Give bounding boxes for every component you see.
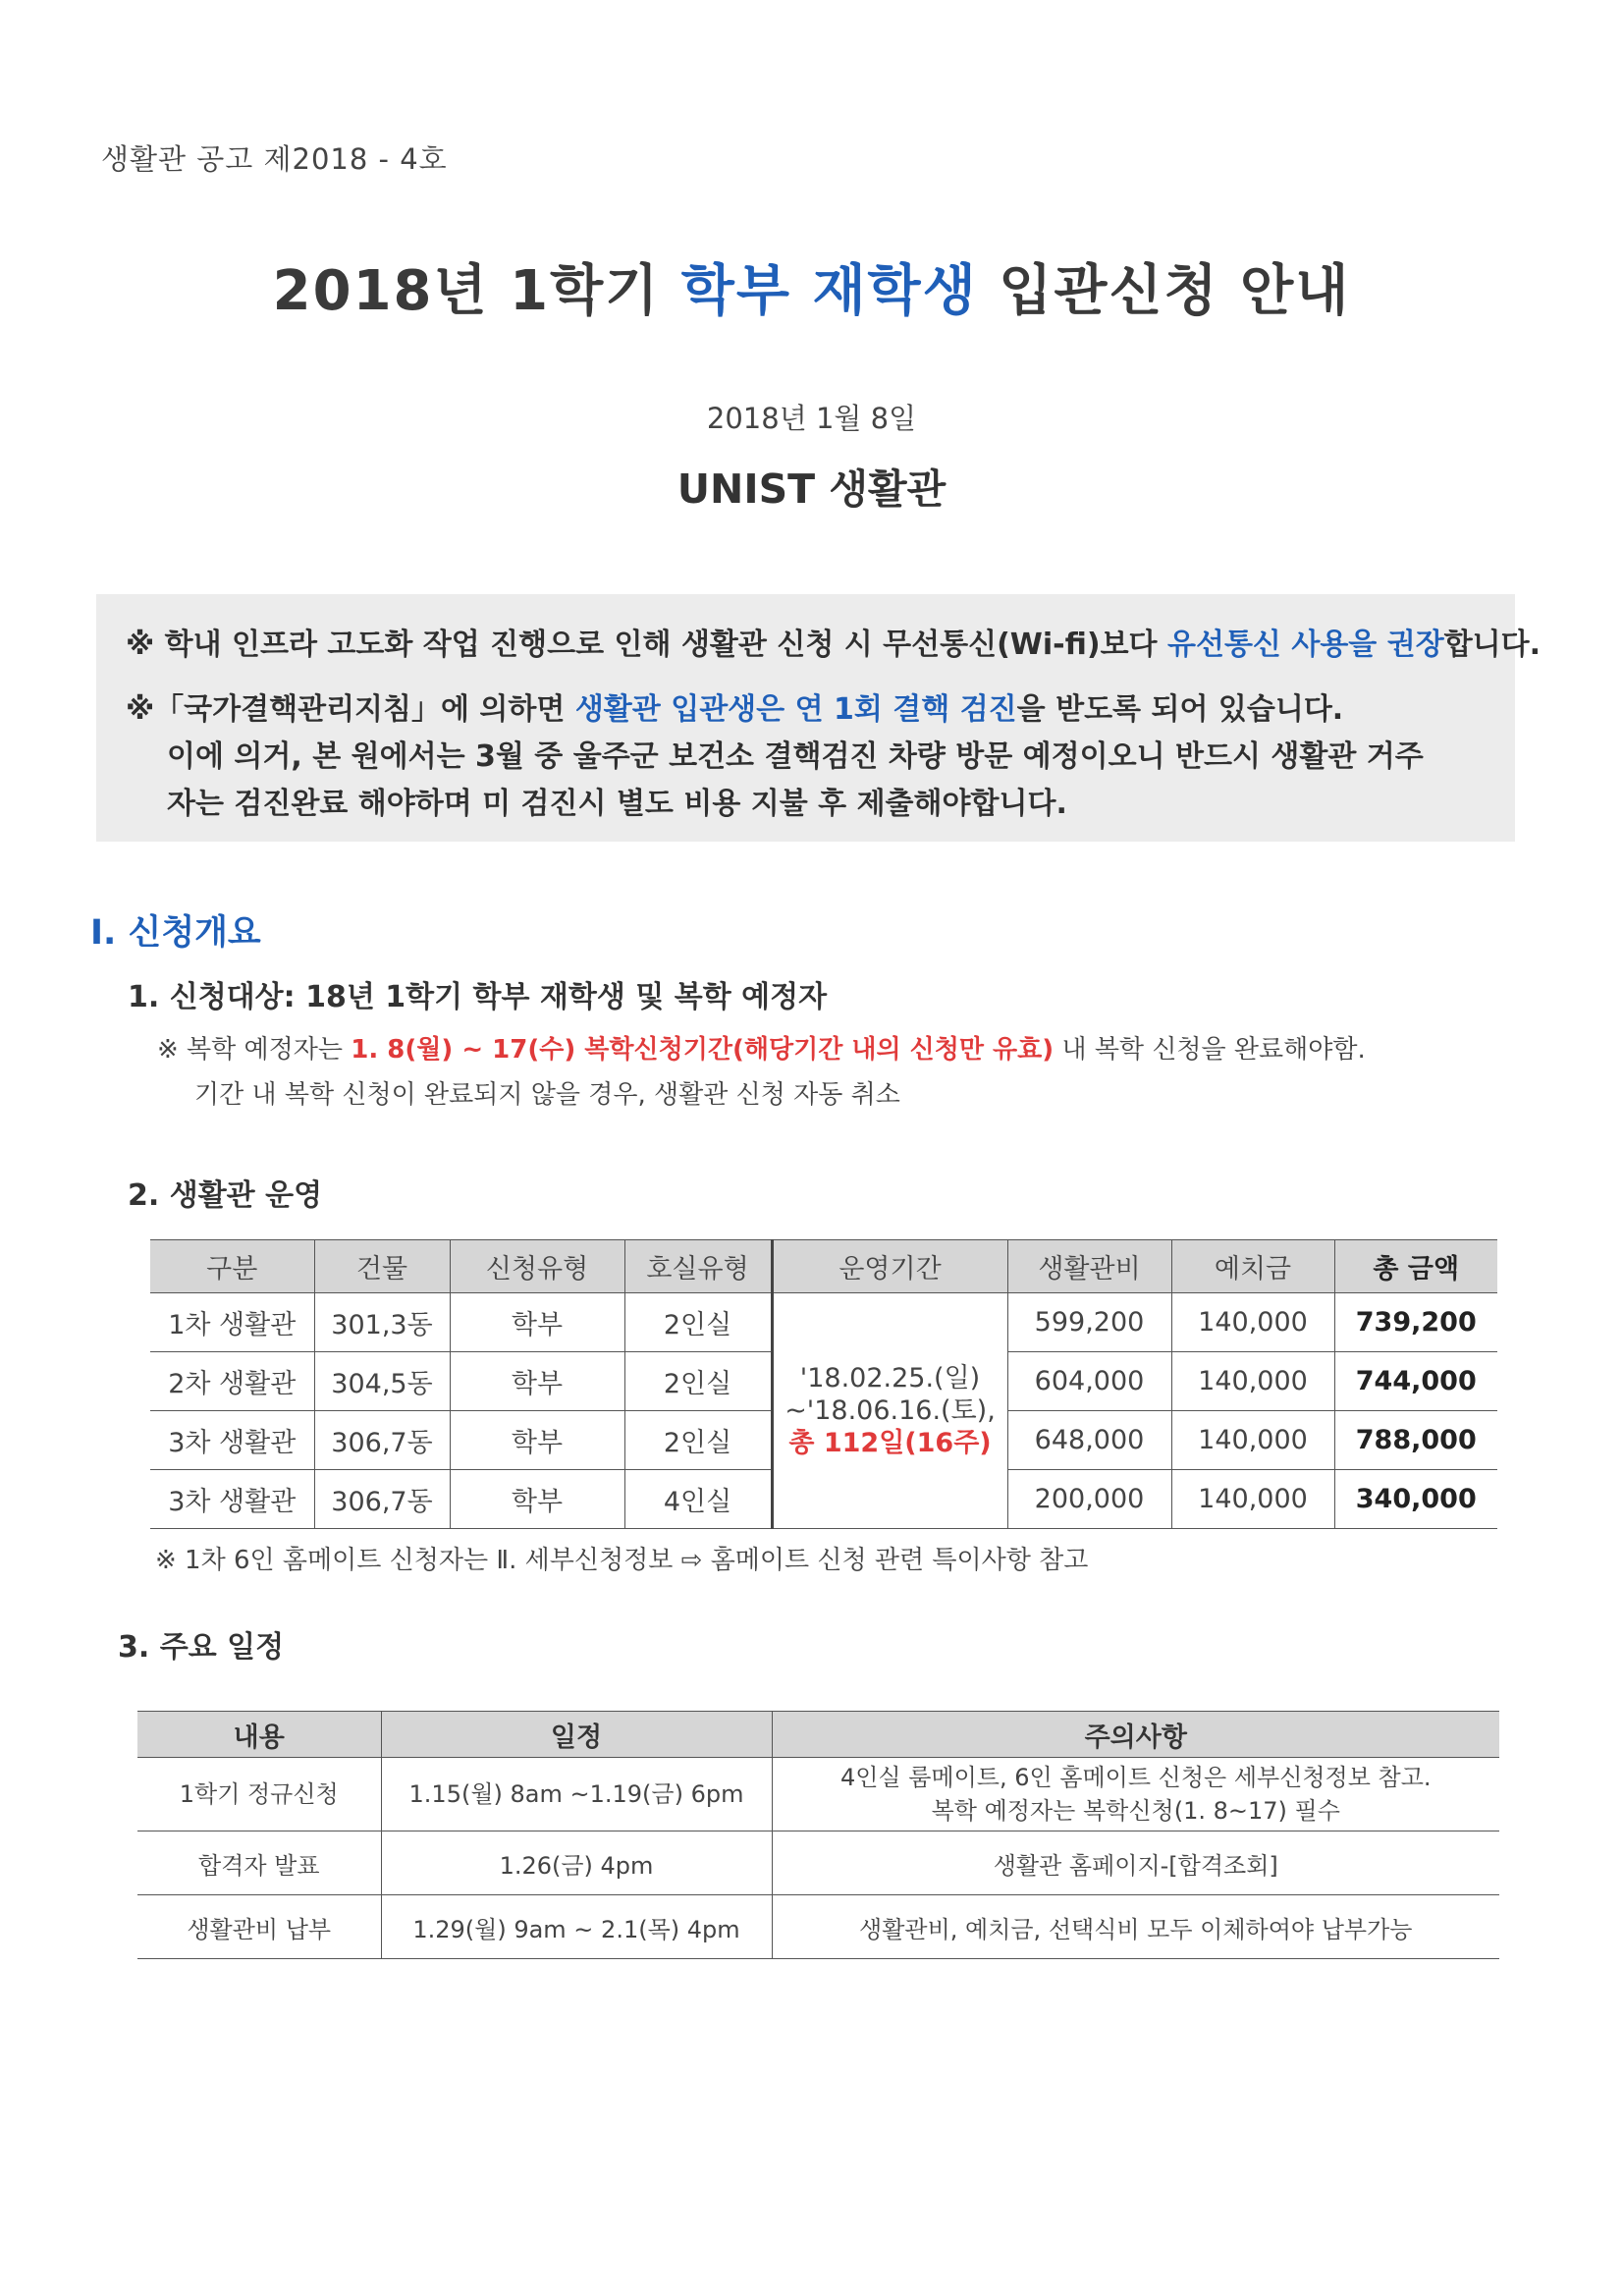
cell-apply: 학부 <box>450 1293 624 1352</box>
section-title: Ⅰ. 신청개요 <box>90 913 261 953</box>
cell-fee: 200,000 <box>1007 1470 1171 1529</box>
issue-date: 2018년 1월 8일 <box>706 402 917 435</box>
notice-line-2-highlight: 생활관 입관생은 연 1회 결핵 검진 <box>574 692 1017 727</box>
target-note-highlight: 1. 8(월) ~ 17(수) 복학신청기간(해당기간 내의 신청만 유효) <box>351 1035 1055 1065</box>
cell-total: 788,000 <box>1334 1411 1497 1470</box>
header-note: 주의사항 <box>772 1712 1499 1758</box>
cell-period <box>772 1293 1007 1529</box>
notice-line-4: 자는 검진완료 해야하며 미 검진시 별도 비용 지불 후 제출해야합니다. <box>167 787 1067 821</box>
header-period: 운영기간 <box>772 1240 1007 1293</box>
cell-type: 3차 생활관 <box>150 1411 314 1470</box>
header-total: 총 금액 <box>1334 1240 1497 1293</box>
cell-total: 744,000 <box>1334 1352 1497 1411</box>
cell-room: 4인실 <box>624 1470 772 1529</box>
cell-note: 생활관비, 예치금, 선택식비 모두 이체하여야 납부가능 <box>772 1895 1499 1959</box>
cell-total: 340,000 <box>1334 1470 1497 1529</box>
cell-total: 739,200 <box>1334 1293 1497 1352</box>
cell-deposit: 140,000 <box>1171 1411 1334 1470</box>
header-building: 건물 <box>314 1240 450 1293</box>
organization: UNIST 생활관 <box>676 465 947 513</box>
cell-deposit: 140,000 <box>1171 1352 1334 1411</box>
notice-line-1-highlight: 유선통신 사용을 권장 <box>1166 628 1444 662</box>
table-row <box>137 1831 1499 1895</box>
notice-number: 생활관 공고 제2018 - 4호 <box>101 142 448 176</box>
cell-apply: 학부 <box>450 1411 624 1470</box>
header-fee: 생활관비 <box>1007 1240 1171 1293</box>
operation-table-header <box>150 1240 1497 1293</box>
period-line-2: ~'18.06.16.(토), <box>784 1395 996 1426</box>
notice-line-1 <box>126 620 1541 663</box>
target-note-2: 기간 내 복학 신청이 완료되지 않을 경우, 생활관 신청 자동 취소 <box>194 1080 900 1110</box>
subsection-target: 1. 신청대상: 18년 1학기 학부 재학생 및 복학 예정자 <box>128 980 828 1014</box>
header-item: 내용 <box>137 1712 381 1758</box>
title-part1: 2018년 1학기 <box>272 259 661 323</box>
cell-type: 2차 생활관 <box>150 1352 314 1411</box>
note-line-1: 4인실 룸메이트, 6인 홈메이트 신청은 세부신청정보 참고. <box>839 1764 1432 1791</box>
cell-type: 3차 생활관 <box>150 1470 314 1529</box>
notice-line-2-end: 을 받도록 되어 있습니다. <box>1016 692 1344 727</box>
cell-deposit: 140,000 <box>1171 1470 1334 1529</box>
notice-line-1-end: 합니다. <box>1443 628 1542 662</box>
note-line-2: 복학 예정자는 복학신청(1. 8~17) 필수 <box>931 1797 1340 1825</box>
cell-fee: 648,000 <box>1007 1411 1171 1470</box>
cell-apply: 학부 <box>450 1352 624 1411</box>
cell-building: 304,5동 <box>314 1352 450 1411</box>
cell-fee: 604,000 <box>1007 1352 1171 1411</box>
table-row <box>137 1895 1499 1959</box>
cell-room: 2인실 <box>624 1293 772 1352</box>
cell-apply: 학부 <box>450 1470 624 1529</box>
subsection-operation: 2. 생활관 운영 <box>128 1178 323 1213</box>
cell-deposit: 140,000 <box>1171 1293 1334 1352</box>
cell-note: 생활관 홈페이지-[합격조회] <box>772 1831 1499 1895</box>
notice-box <box>96 594 1542 842</box>
header-room-type: 호실유형 <box>624 1240 772 1293</box>
schedule-table <box>137 1711 1499 1959</box>
period-line-3: 총 112일(16주) <box>788 1428 992 1458</box>
cell-item: 합격자 발표 <box>137 1831 381 1895</box>
cell-room: 2인실 <box>624 1411 772 1470</box>
cell-room: 2인실 <box>624 1352 772 1411</box>
header-apply-type: 신청유형 <box>450 1240 624 1293</box>
cell-fee: 599,200 <box>1007 1293 1171 1352</box>
cell-note <box>772 1758 1499 1831</box>
cell-date: 1.15(월) 8am ~1.19(금) 6pm <box>381 1758 772 1831</box>
header-date: 일정 <box>381 1712 772 1758</box>
cell-date: 1.26(금) 4pm <box>381 1831 772 1895</box>
table-row <box>137 1758 1499 1831</box>
cell-item: 생활관비 납부 <box>137 1895 381 1959</box>
title-part2: 입관신청 안내 <box>999 259 1351 323</box>
header-deposit: 예치금 <box>1171 1240 1334 1293</box>
cell-date: 1.29(월) 9am ~ 2.1(목) 4pm <box>381 1895 772 1959</box>
cell-type: 1차 생활관 <box>150 1293 314 1352</box>
title-highlight: 학부 재학생 <box>680 259 978 323</box>
operation-note: ※ 1차 6인 홈메이트 신청자는 Ⅱ. 세부신청정보 ⇨ 홈메이트 신청 관련 특이사항 참고 <box>155 1546 1089 1575</box>
period-line-1: '18.02.25.(일) <box>799 1363 981 1394</box>
target-note-text: ※ 복학 예정자는 <box>157 1035 344 1065</box>
subsection-schedule: 3. 주요 일정 <box>118 1630 285 1665</box>
header-type: 구분 <box>150 1240 314 1293</box>
page-title <box>0 247 1623 326</box>
notice-line-3: 이에 의거, 본 원에서는 3월 중 울주군 보건소 결핵검진 차량 방문 예정이오니 반드시 생활관 거주 <box>167 739 1424 774</box>
operation-table <box>150 1239 1497 1529</box>
cell-building: 301,3동 <box>314 1293 450 1352</box>
target-note-end: 내 복학 신청을 완료해야함. <box>1061 1035 1366 1065</box>
target-note <box>157 1029 1366 1066</box>
notice-line-2 <box>126 684 1343 728</box>
notice-line-1-text: ※ 학내 인프라 고도화 작업 진행으로 인해 생활관 신청 시 무선통신(Wi-fi)보다 <box>126 628 1158 662</box>
cell-building: 306,7동 <box>314 1411 450 1470</box>
schedule-table-header <box>137 1712 1499 1758</box>
cell-item: 1학기 정규신청 <box>137 1758 381 1831</box>
cell-building: 306,7동 <box>314 1470 450 1529</box>
table-row <box>150 1293 1497 1352</box>
notice-line-2-text: ※「국가결핵관리지침」에 의하면 <box>126 692 566 727</box>
